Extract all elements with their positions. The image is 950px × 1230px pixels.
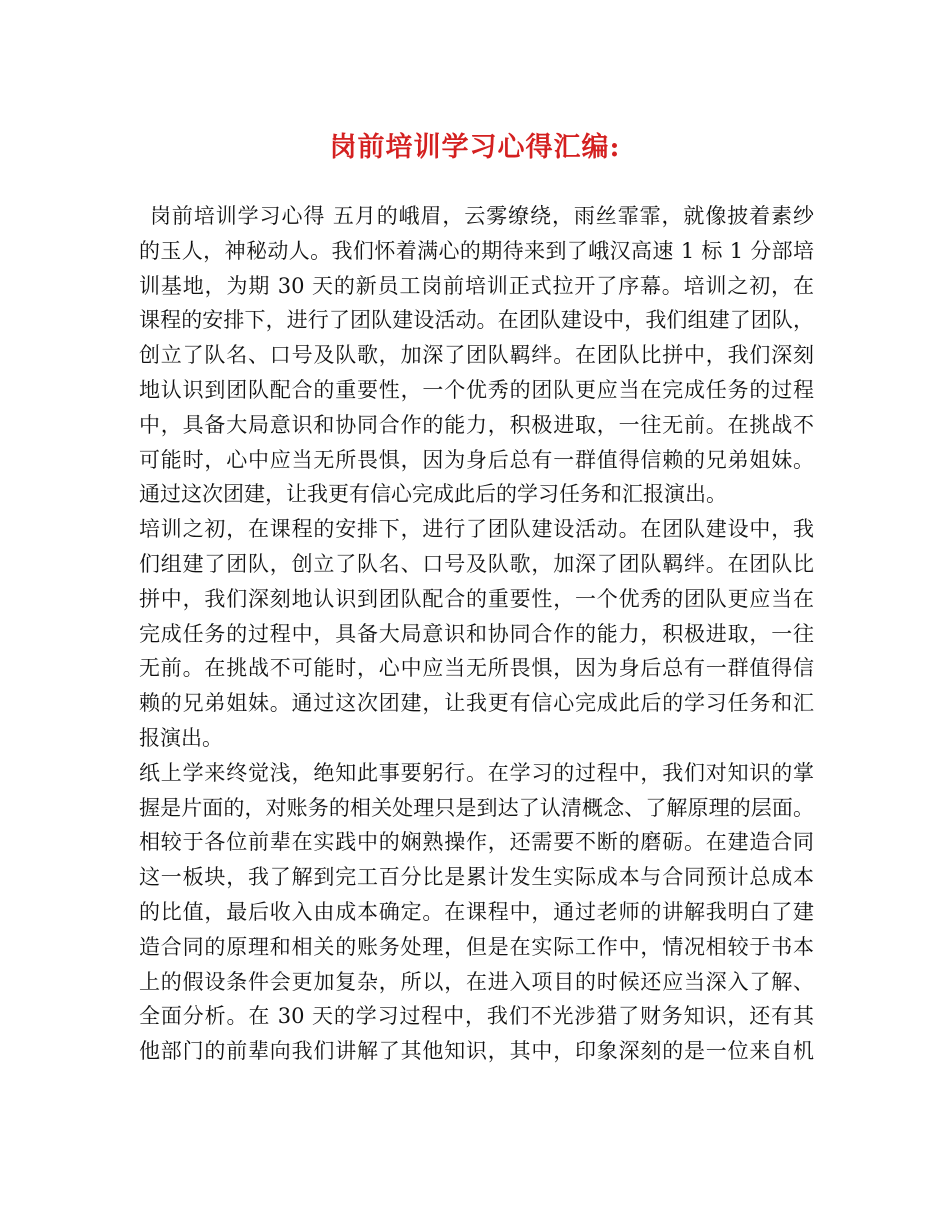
paragraph-line: 握是片面的，对账务的相关处理只是到达了认清概念、了解原理的层面。 — [139, 795, 814, 820]
paragraph-line: 上的假设条件会更加复杂，所以，在进入项目的时候还应当深入了解、 — [139, 969, 814, 994]
paragraph-line: 赖的兄弟姐妹。通过这次团建，让我更有信心完成此后的学习任务和汇 — [139, 691, 814, 716]
paragraph-line: 他部门的前辈向我们讲解了其他知识，其中，印象深刻的是一位来自机 — [139, 1039, 814, 1064]
paragraph-line: 纸上学来终觉浅，绝知此事要躬行。在学习的过程中，我们对知识的掌 — [139, 760, 814, 785]
paragraph-line: 岗前培训学习心得 五月的峨眉，云雾缭绕，雨丝霏霏，就像披着素纱 — [150, 204, 814, 228]
paragraph-line: 可能时，心中应当无所畏惧，因为身后总有一群值得信赖的兄弟姐妹。 — [139, 447, 814, 472]
paragraph-line: 完成任务的过程中，具备大局意识和协同合作的能力，积极进取，一往 — [139, 621, 814, 646]
paragraph-line: 全面分析。在 30 天的学习过程中，我们不光涉猎了财务知识，还有其 — [139, 1004, 814, 1029]
paragraph-line: 课程的安排下，进行了团队建设活动。在团队建设中，我们组建了团队， — [139, 308, 814, 333]
paragraph-line: 相较于各位前辈在实践中的娴熟操作，还需要不断的磨砺。在建造合同 — [139, 830, 814, 855]
document-body — [139, 199, 814, 1069]
paragraph-line: 造合同的原理和相关的账务处理，但是在实际工作中，情况相较于书本 — [139, 934, 814, 959]
paragraph-line: 通过这次团建，让我更有信心完成此后的学习任务和汇报演出。 — [139, 482, 727, 507]
paragraph-line: 的比值，最后收入由成本确定。在课程中，通过老师的讲解我明白了建 — [139, 899, 814, 924]
paragraph-line: 创立了队名、口号及队歌，加深了团队羁绊。在团队比拼中，我们深刻 — [139, 343, 814, 368]
paragraph-line: 的玉人，神秘动人。我们怀着满心的期待来到了峨汉高速 1 标 1 分部培 — [139, 238, 814, 263]
paragraph-line: 这一板块，我了解到完工百分比是累计发生实际成本与合同预计总成本 — [139, 865, 814, 890]
paragraph-line: 无前。在挑战不可能时，心中应当无所畏惧，因为身后总有一群值得信 — [139, 656, 814, 681]
paragraph-line: 们组建了团队，创立了队名、口号及队歌，加深了团队羁绊。在团队比 — [139, 551, 814, 576]
paragraph-line: 报演出。 — [139, 725, 223, 750]
paragraph-line: 拼中，我们深刻地认识到团队配合的重要性，一个优秀的团队更应当在 — [139, 586, 814, 611]
paragraph-line: 地认识到团队配合的重要性，一个优秀的团队更应当在完成任务的过程 — [139, 377, 814, 402]
paragraph-line: 训基地，为期 30 天的新员工岗前培训正式拉开了序幕。培训之初，在 — [139, 273, 814, 298]
paragraph-line: 中，具备大局意识和协同合作的能力，积极进取，一往无前。在挑战不 — [139, 412, 814, 437]
document-title: 岗前培训学习心得汇编: — [329, 132, 621, 163]
paragraph-line: 培训之初，在课程的安排下，进行了团队建设活动。在团队建设中，我 — [139, 517, 814, 542]
